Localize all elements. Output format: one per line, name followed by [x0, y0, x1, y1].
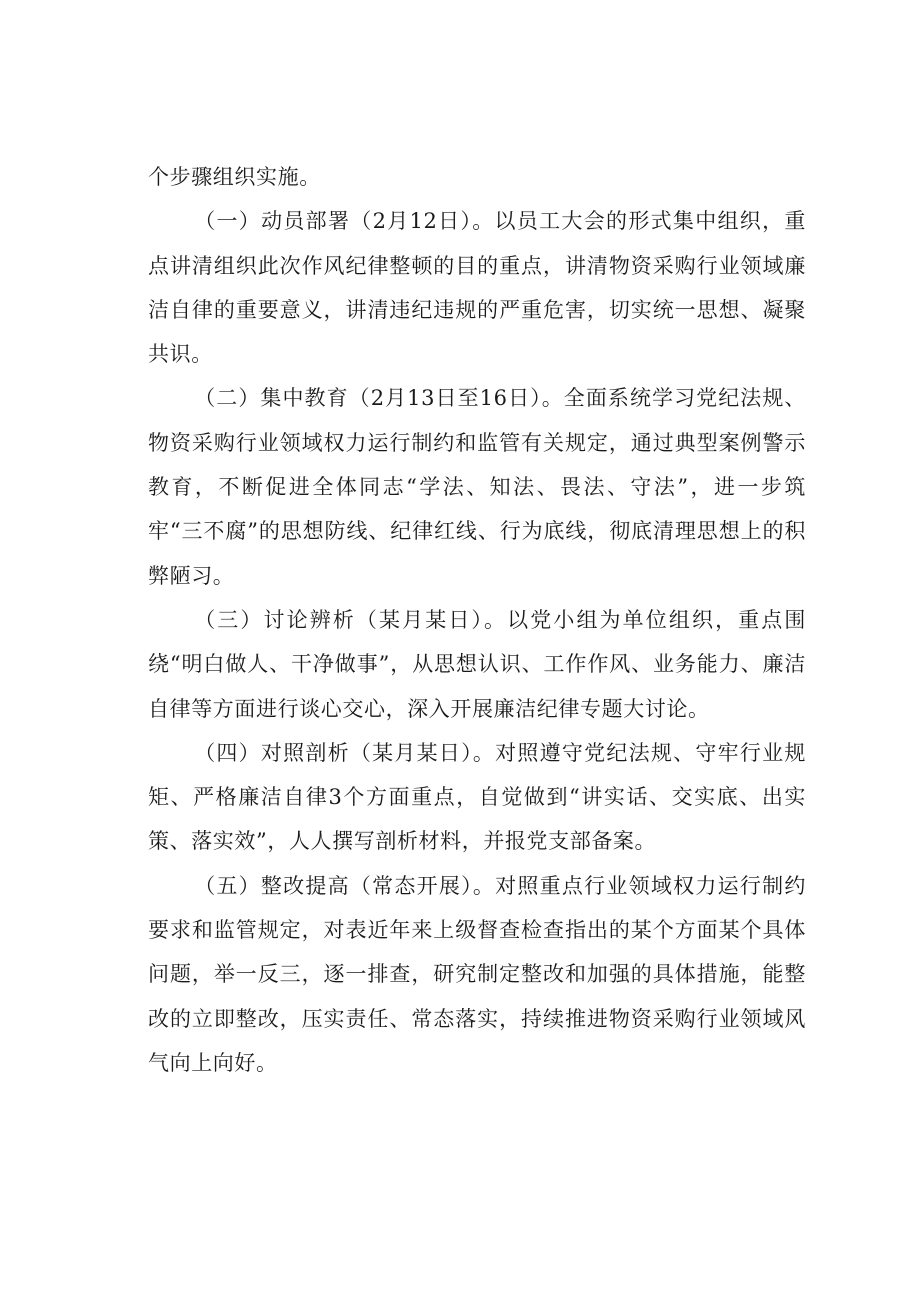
paragraph-mobilization: （一）动员部署（2月12日）。以员工大会的形式集中组织，重点讲清组织此次作风纪律整顿的目的重点，讲清物资采购行业领域廉洁自律的重要意义，讲清违纪违规的严重危害，切实统一思想、凝聚共识。 [148, 209, 806, 367]
document-body [148, 155, 806, 1085]
paragraph-discussion: （三）讨论辨析（某月某日）。以党小组为单位组织，重点围绕“明白做人、干净做事”，从思想认识、工作作风、业务能力、廉洁自律等方面进行谈心交心，深入开展廉洁纪律专题大讨论。 [148, 607, 806, 721]
paragraph-continuation: 个步骤组织实施。 [148, 165, 321, 189]
paragraph-rectification: （五）整改提高（常态开展）。对照重点行业领域权力运行制约要求和监管规定，对表近年来上级督查检查指出的某个方面某个具体问题，举一反三，逐一排查，研究制定整改和加强的具体措施，能整改的立即整改，压实责任、常态落实，持续推进物资采购行业领域风气向上向好。 [148, 873, 806, 1075]
paragraph-analysis: （四）对照剖析（某月某日）。对照遵守党纪法规、守牢行业规矩、严格廉洁自律3个方面重点，自觉做到“讲实话、交实底、出实策、落实效”，人人撰写剖析材料，并报党支部备案。 [148, 740, 806, 854]
paragraph-education: （二）集中教育（2月13日至16日）。全面系统学习党纪法规、物资采购行业领域权力运行制约和监管有关规定，通过典型案例警示教育，不断促进全体同志“学法、知法、畏法、守法”，进一步筑牢“三不腐”的思想防线、纪律红线、行为底线，彻底清理思想上的积弊陋习。 [148, 386, 806, 588]
